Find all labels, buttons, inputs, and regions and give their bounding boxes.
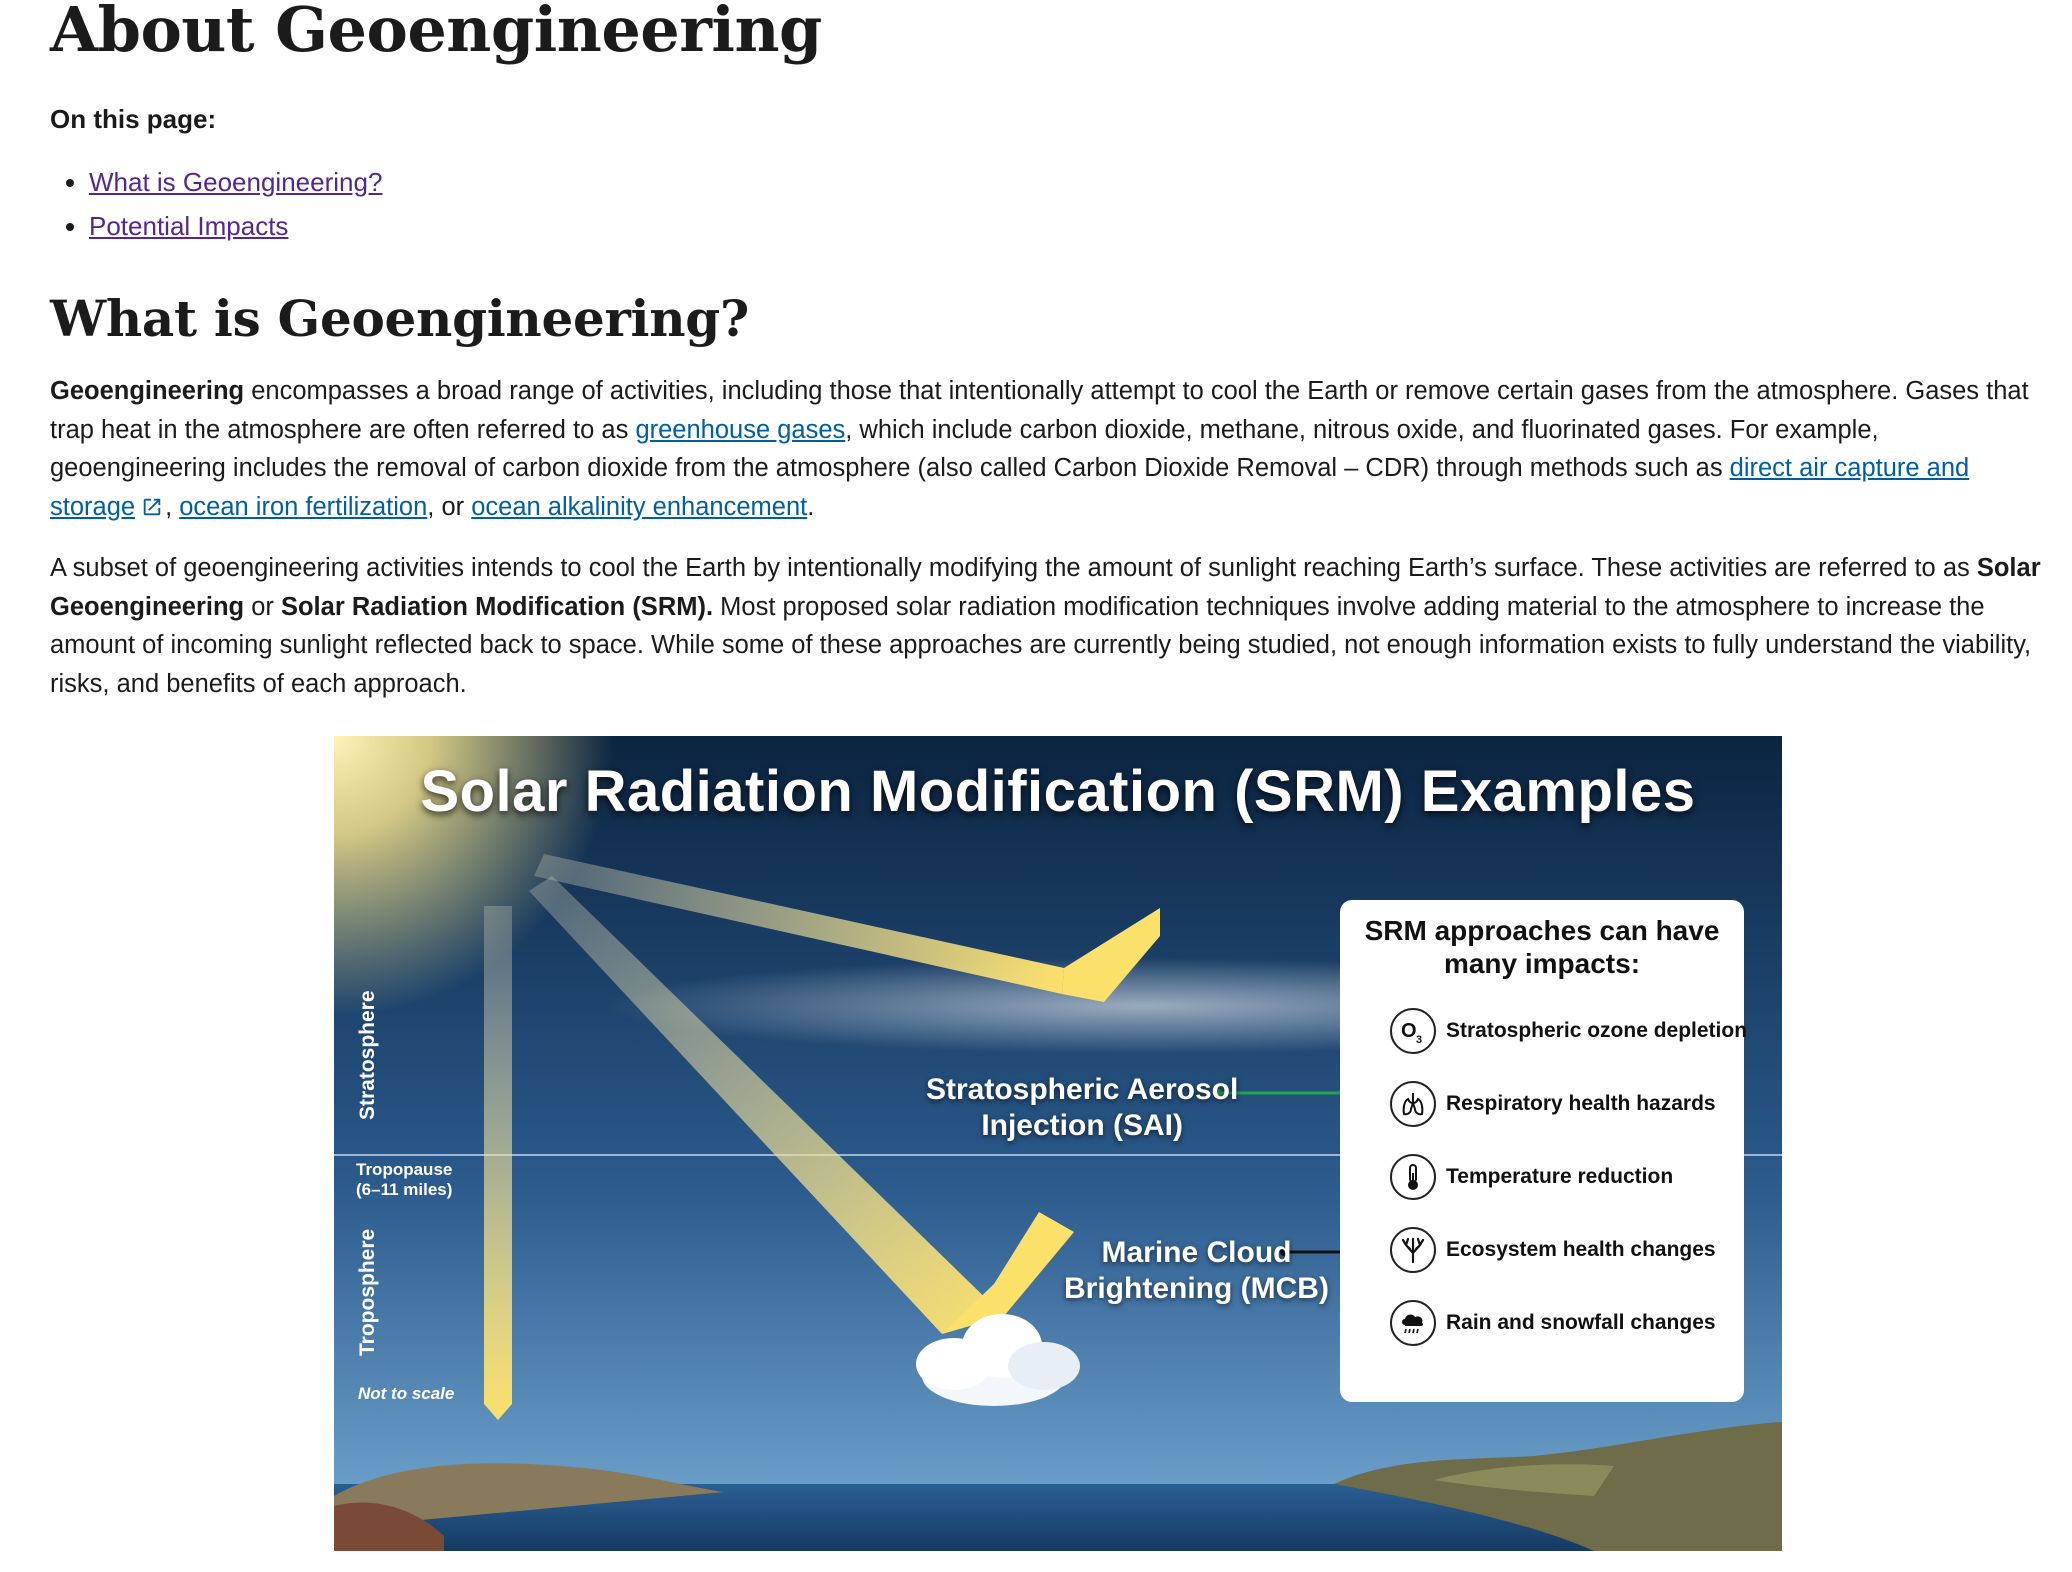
impact-label: Ecosystem health changes — [1446, 1238, 1716, 1261]
impact-label: Temperature reduction — [1446, 1165, 1674, 1188]
impact-item — [1390, 1223, 1716, 1277]
tropopause-label — [356, 1160, 452, 1200]
external-link-icon[interactable] — [141, 496, 163, 518]
paragraph-text: A subset of geoengineering activities intends to cool the Earth by intentionally modifying the amount of sunlight reaching Earth’s surface. These activities are referred to as — [50, 554, 1977, 582]
rain-cloud-icon — [1390, 1300, 1436, 1346]
toc-item — [89, 160, 382, 204]
paragraph-text: encompasses a broad range of activities, including those that intentionally attempt to cool the Earth or remove certain gases from the atmosphere. Gases that trap heat in the atmosphere are often referred to as — [50, 377, 2029, 444]
impact-label: Rain and snowfall changes — [1446, 1311, 1716, 1334]
toc-link-potential-impacts[interactable]: Potential Impacts — [89, 211, 289, 241]
impacts-heading-line2: many impacts: — [1443, 948, 1641, 979]
srm-examples-figure — [334, 736, 1782, 1551]
srm-paragraph — [50, 549, 2060, 703]
ocean-iron-fertilization-link[interactable]: ocean iron fertilization — [179, 492, 428, 521]
section-heading: What is Geoengineering? — [50, 289, 749, 348]
table-of-contents — [50, 160, 382, 248]
ocean-alkalinity-enhancement-link[interactable]: ocean alkalinity enhancement — [471, 492, 808, 521]
direct-air-capture-link[interactable]: direct air capture and storage — [50, 454, 1970, 521]
sai-label — [926, 1072, 1238, 1144]
impact-item — [1390, 1077, 1716, 1131]
impact-label: Respiratory health hazards — [1446, 1092, 1716, 1115]
greenhouse-gases-link[interactable]: greenhouse gases — [635, 415, 846, 444]
term-solar-geoengineering: Solar Geoengineering — [50, 554, 2041, 621]
paragraph-text: , — [165, 492, 180, 521]
impacts-panel — [1340, 900, 1748, 1402]
paragraph-text: , or — [427, 492, 472, 521]
impact-label: Stratospheric ozone depletion — [1446, 1019, 1748, 1042]
coral-icon — [1390, 1227, 1436, 1273]
paragraph-text: or — [244, 592, 281, 621]
tropopause-label-line2: (6–11 miles) — [356, 1180, 453, 1199]
sai-label-line2: Injection (SAI) — [981, 1109, 1183, 1142]
impacts-heading — [1340, 914, 1744, 980]
not-to-scale-note: Not to scale — [358, 1384, 455, 1403]
mcb-label-line2: Brightening (MCB) — [1064, 1272, 1329, 1305]
mcb-label-line1: Marine Cloud — [1101, 1236, 1292, 1269]
intro-paragraph — [50, 372, 2060, 526]
term-srm: Solar Radiation Modification (SRM). — [280, 592, 714, 621]
lungs-icon — [1390, 1081, 1436, 1127]
thermometer-icon — [1390, 1154, 1436, 1200]
toc-link-what-is-geoengineering[interactable]: What is Geoengineering? — [89, 167, 383, 197]
impact-item — [1390, 1296, 1716, 1350]
ozone-icon — [1390, 1008, 1436, 1054]
tropopause-label-line1: Tropopause — [356, 1160, 453, 1179]
vertical-sun-ray — [484, 906, 512, 1420]
page-title: About Geoengineering — [50, 0, 822, 66]
impact-item — [1390, 1150, 1673, 1204]
toc-item — [89, 204, 382, 248]
stratosphere-label: Stratosphere — [356, 990, 379, 1120]
paragraph-text: Most proposed solar radiation modification techniques involve adding material to the atmosphere to increase the amount of incoming sunlight reflected back to space. While some of these approaches are currently being studied, not enough information exists to fully understand the viability, risks, and benefits of each approach. — [50, 592, 2032, 698]
impacts-heading-line1: SRM approaches can have — [1364, 915, 1720, 946]
figure-title: Solar Radiation Modification (SRM) Examples — [420, 759, 1696, 824]
svg-text:3: 3 — [1416, 1034, 1423, 1046]
paragraph-text: . — [807, 492, 815, 521]
on-this-page-label: On this page: — [50, 104, 217, 134]
paragraph-text: , which include carbon dioxide, methane, nitrous oxide, and fluorinated gases. For example, geoengineering includes the removal of carbon dioxide from the atmosphere (also called Carbon Dioxide Removal – CDR) through methods such as — [50, 415, 1879, 482]
svg-text:O: O — [1401, 1020, 1417, 1042]
troposphere-label: Troposphere — [356, 1228, 379, 1356]
impact-item — [1390, 1004, 1747, 1058]
term-geoengineering: Geoengineering — [50, 377, 245, 405]
sai-label-line1: Stratospheric Aerosol — [926, 1073, 1239, 1106]
mcb-label — [1064, 1235, 1329, 1307]
